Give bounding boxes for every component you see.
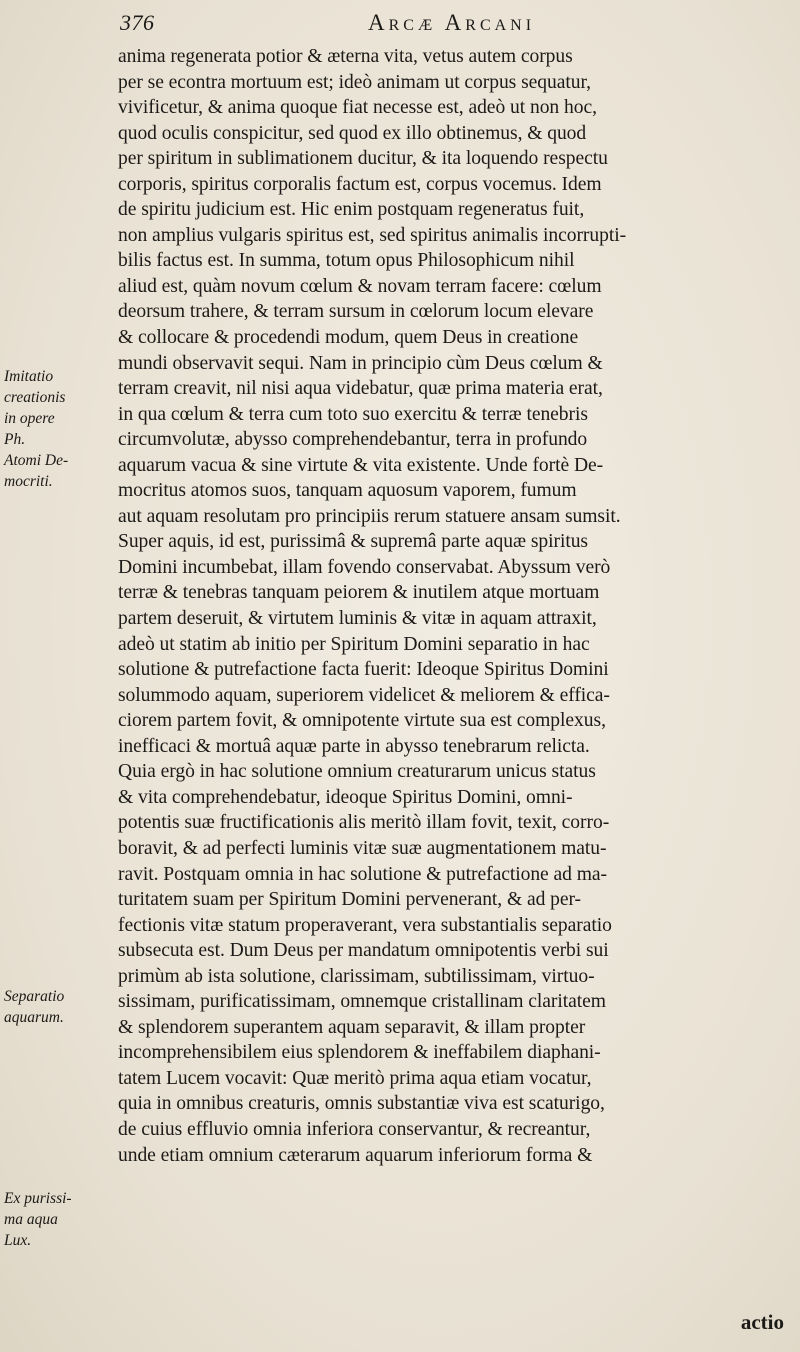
margin-note-line: creationis <box>4 389 66 406</box>
text-line: deorsum trahere, & terram sursum in cœlorum locum elevare <box>118 301 594 323</box>
text-line: aliud est, quàm novum cœlum & novam terram facere: cœlum <box>118 275 602 297</box>
margin-note-imitatio <box>4 366 116 492</box>
text-line: & splendorem superantem aquam separavit, & illam propter <box>118 1016 586 1038</box>
text-line: mundi observavit sequi. Nam in principio cùm Deus cœlum & <box>118 352 603 374</box>
text-line: subsecuta est. Dum Deus per mandatum omnipotentis verbi sui <box>118 940 609 962</box>
text-line: incomprehensibilem eius splendorem & ineffabilem diaphani- <box>118 1042 601 1064</box>
text-line: per se econtra mortuum est; ideò animam ut corpus sequatur, <box>118 71 591 93</box>
margin-note-line: ma aqua <box>4 1211 58 1228</box>
text-line: terræ & tenebras tanquam peiorem & inutilem atque mortuam <box>118 582 600 604</box>
text-line: sissimam, purificatissimam, omnemque cristallinam claritatem <box>118 991 606 1013</box>
text-line: ravit. Postquam omnia in hac solutione & putrefactione ad ma- <box>118 863 607 885</box>
catchword: actio <box>740 1310 784 1334</box>
text-line: aut aquam resolutam pro principiis rerum statuere ansam sumsit. <box>118 505 621 527</box>
margin-note-line: in opere <box>4 410 55 427</box>
margin-note-line: mocriti. <box>4 473 53 490</box>
text-line: in qua cœlum & terra cum toto suo exercitu & terræ tenebris <box>118 403 588 425</box>
text-line: terram creavit, nil nisi aqua videbatur, quæ prima materia erat, <box>118 378 603 400</box>
page-number: 376 <box>120 10 155 35</box>
text-line: turitatem suam per Spiritum Domini pervenerant, & ad per- <box>118 889 582 911</box>
text-line: Quia ergò in hac solutione omnium creaturarum unicus status <box>118 761 596 783</box>
text-line: inefficaci & mortuâ aquæ parte in abysso tenebrarum relicta. <box>118 735 590 757</box>
margin-note-line: Separatio <box>4 988 65 1005</box>
text-line: tatem Lucem vocavit: Quæ meritò prima aqua etiam vocatur, <box>118 1067 592 1089</box>
margin-note-line: aquarum. <box>4 1009 64 1026</box>
text-line: quia in omnibus creaturis, omnis substantiæ viva est scaturigo, <box>118 1093 605 1115</box>
text-line: adeò ut statim ab initio per Spiritum Domini separatio in hac <box>118 633 590 655</box>
text-line: non amplius vulgaris spiritus est, sed spiritus animalis incorrupti- <box>118 224 627 246</box>
text-line: Super aquis, id est, purissimâ & supremâ parte aquæ spiritus <box>118 531 588 553</box>
text-line: & collocare & procedendi modum, quem Deus in creatione <box>118 327 579 349</box>
main-text-block <box>118 44 786 1168</box>
margin-note-separatio <box>4 986 116 1028</box>
text-line: quod oculis conspicitur, sed quod ex illo obtinemus, & quod <box>118 122 587 144</box>
text-line: anima regenerata potior & æterna vita, vetus autem corpus <box>118 46 573 67</box>
text-line: aquarum vacua & sine virtute & vita existente. Unde fortè De- <box>118 454 604 476</box>
text-line: de cuius effluvio omnia inferiora conservantur, & recreantur, <box>118 1118 591 1140</box>
text-line: boravit, & ad perfecti luminis vitæ suæ augmentationem matu- <box>118 837 607 859</box>
text-line: solummodo aquam, superiorem videlicet & meliorem & effica- <box>118 684 610 706</box>
margin-note-line: Imitatio <box>4 368 54 385</box>
text-line: fectionis vitæ statum properaverant, vera substantialis separatio <box>118 914 612 936</box>
text-line: corporis, spiritus corporalis factum est, corpus vocemus. Idem <box>118 173 602 195</box>
margin-note-line: Atomi De- <box>4 452 69 469</box>
text-line: ciorem partem fovit, & omnipotente virtute sua est complexus, <box>118 710 606 732</box>
text-line: mocritus atomos suos, tanquam aquosum vaporem, fumum <box>118 480 577 502</box>
text-line: Domini incumbebat, illam fovendo conservabat. Abyssum verò <box>118 556 611 578</box>
text-line: circumvolutæ, abysso comprehendebantur, terra in profundo <box>118 429 588 451</box>
margin-note-line: Ph. <box>4 431 26 448</box>
text-line: primùm ab ista solutione, clarissimam, subtilissimam, virtuo- <box>118 965 595 987</box>
text-line: & vita comprehendebatur, ideoque Spiritus Domini, omni- <box>118 786 573 808</box>
text-line: per spiritum in sublimationem ducitur, & ita loquendo respectu <box>118 148 608 170</box>
margin-note-lux <box>4 1188 116 1251</box>
text-line: potentis suæ fructificationis alis meritò illam fovit, texit, corro- <box>118 812 610 834</box>
text-line: de spiritu judicium est. Hic enim postquam regeneratus fuit, <box>118 199 585 221</box>
text-line: solutione & putrefactione facta fuerit: Ideoque Spiritus Domini <box>118 659 609 681</box>
text-line: vivificetur, & anima quoque fiat necesse est, adeò ut non hoc, <box>118 97 597 119</box>
margin-note-line: Lux. <box>4 1232 32 1249</box>
text-line: partem deseruit, & virtutem luminis & vitæ in aquam attraxit, <box>118 608 597 630</box>
page-header <box>120 10 780 42</box>
text-line: bilis factus est. In summa, totum opus Philosophicum nihil <box>118 250 575 272</box>
text-line: unde etiam omnium cæterarum aquarum inferiorum forma & <box>118 1144 593 1166</box>
running-head: Arcæ Arcani <box>368 10 536 35</box>
margin-note-line: Ex purissi- <box>4 1190 72 1207</box>
